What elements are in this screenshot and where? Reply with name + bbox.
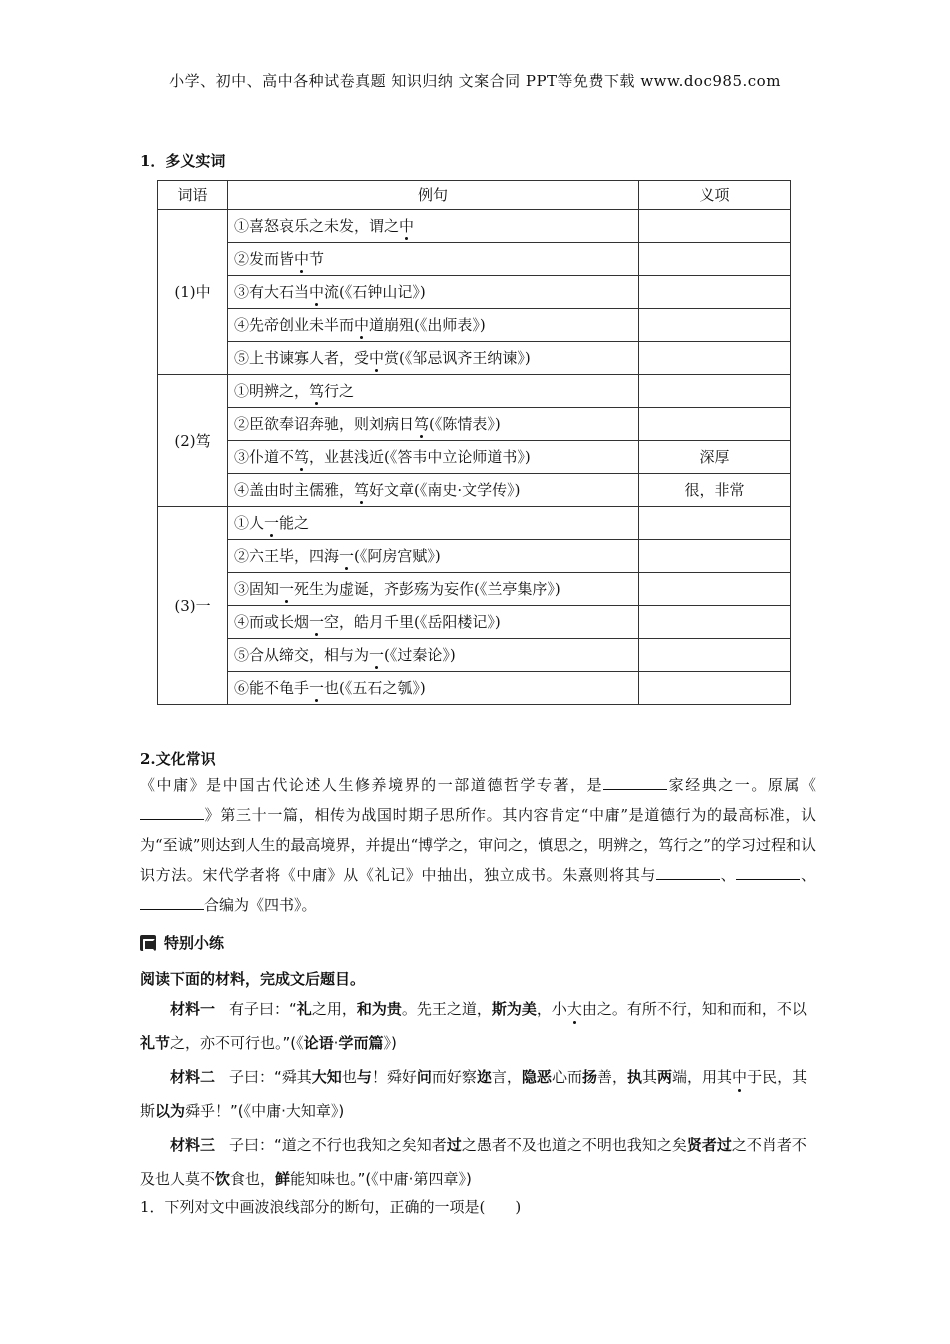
word-cell-yi: (3)一: [158, 507, 228, 705]
example-cell: ③固知一死生为虚诞，齐彭殇为妄作(《兰亭集序》): [228, 573, 639, 606]
table-row: [158, 540, 791, 573]
dotted-char: 笃: [414, 408, 429, 440]
example-cell: ⑤上书谏寡人者，受中赏(《邹忌讽齐王纳谏》): [228, 342, 639, 375]
page-header: 小学、初中、高中各种试卷真题 知识归纳 文案合同 PPT等免费下载 www.doc985.com: [169, 72, 781, 90]
blank-2[interactable]: [140, 801, 204, 820]
blank-5[interactable]: [140, 891, 204, 910]
table-row: [158, 474, 791, 507]
material-1-label: 材料一: [170, 1000, 216, 1018]
culture-paragraph: 《中庸》是中国古代论述人生修养境界的一部道德哲学专著，是 家经典之一。原属《》第三十一篇，相传为战国时期子思所作。其内容肯定“中庸”是道德行为的最高标准，认为“至诚”则达到人生的最高境界，并提出“博学之，审问之，慎思之，明辨之，笃行之”的学习过程和认识方法。宋代学者将《中庸》从《礼记》中抽出，独立成书。朱熹则将其与 、 、合编为《四书》。: [140, 770, 816, 920]
header-meaning: 义项: [639, 181, 791, 210]
table-row: [158, 309, 791, 342]
example-cell: ①明辨之，笃行之: [228, 375, 639, 408]
dotted-char: 中: [309, 276, 324, 308]
dotted-char: 一: [369, 639, 384, 671]
dotted-char: 一: [264, 507, 279, 539]
table-row: [158, 672, 791, 705]
example-cell: ①喜怒哀乐之未发，谓之中: [228, 210, 639, 243]
example-cell: ②六王毕，四海一(《阿房宫赋》): [228, 540, 639, 573]
blank-3[interactable]: [656, 861, 720, 880]
table-row: [158, 375, 791, 408]
meaning-cell[interactable]: [639, 540, 791, 573]
blank-1[interactable]: [603, 771, 667, 790]
table-row: [158, 606, 791, 639]
section-title-culture: 2.文化常识: [140, 750, 216, 768]
meaning-cell[interactable]: [639, 639, 791, 672]
dotted-char: 中: [369, 342, 384, 374]
dotted-char: 中: [732, 1060, 747, 1094]
dotted-char: 一: [279, 573, 294, 605]
example-cell: ③有大石当中流(《石钟山记》): [228, 276, 639, 309]
table-row: [158, 573, 791, 606]
meaning-cell[interactable]: [639, 243, 791, 276]
example-cell: ①人一能之: [228, 507, 639, 540]
dotted-char: 笃: [294, 441, 309, 473]
example-cell: ③仆道不笃，业甚浅近(《答韦中立论师道书》): [228, 441, 639, 474]
table-row: [158, 639, 791, 672]
example-cell: ⑤合从缔交，相与为一(《过秦论》): [228, 639, 639, 672]
table-header-row: [158, 181, 791, 210]
dotted-char: 一: [309, 672, 324, 704]
header-example: 例句: [228, 181, 639, 210]
meaning-cell[interactable]: 深厚: [639, 441, 791, 474]
material-3: 材料三 子曰：“道之不行也我知之矣知者过之愚者不及也道之不明也我知之矣贤者过之不肖者不及也人莫不饮食也，鲜能知味也。”(《中庸·第四章》): [140, 1136, 807, 1188]
meaning-cell[interactable]: [639, 573, 791, 606]
material-2-label: 材料二: [170, 1068, 216, 1086]
table-row: [158, 276, 791, 309]
section-title-vocab: 1．多义实词: [140, 152, 226, 170]
meaning-cell[interactable]: [639, 507, 791, 540]
dotted-char: 一: [339, 540, 354, 572]
meaning-cell[interactable]: [639, 375, 791, 408]
dotted-char: 中: [399, 210, 414, 242]
material-3-label: 材料三: [170, 1136, 216, 1154]
dotted-char: 大: [567, 992, 582, 1026]
table-row: [158, 210, 791, 243]
table-row: [158, 507, 791, 540]
meaning-cell[interactable]: 很，非常: [639, 474, 791, 507]
vocab-table: [157, 180, 791, 705]
table-row: [158, 243, 791, 276]
table-row: [158, 441, 791, 474]
example-cell: ⑥能不龟手一也(《五石之瓠》): [228, 672, 639, 705]
dotted-char: 笃: [309, 375, 324, 407]
dotted-char: 笃: [354, 474, 369, 506]
meaning-cell[interactable]: [639, 342, 791, 375]
example-cell: ④先帝创业未半而中道崩殂(《出师表》): [228, 309, 639, 342]
blank-4[interactable]: [736, 861, 800, 880]
special-practice-heading: [140, 932, 224, 953]
word-cell-du: (2)笃: [158, 375, 228, 507]
special-title: 特别小练: [164, 934, 225, 952]
practice-icon: [140, 935, 156, 951]
example-cell: ②发而皆中节: [228, 243, 639, 276]
instruction: 阅读下面的材料，完成文后题目。: [140, 970, 366, 988]
header-word: 词语: [158, 181, 228, 210]
meaning-cell[interactable]: [639, 309, 791, 342]
table-row: [158, 408, 791, 441]
dotted-char: 中: [294, 243, 309, 275]
example-cell: ②臣欲奉诏奔驰，则刘病日笃(《陈情表》): [228, 408, 639, 441]
word-cell-zhong: (1)中: [158, 210, 228, 375]
dotted-char: 一: [309, 606, 324, 638]
meaning-cell[interactable]: [639, 672, 791, 705]
meaning-cell[interactable]: [639, 210, 791, 243]
meaning-cell[interactable]: [639, 408, 791, 441]
example-cell: ④而或长烟一空，皓月千里(《岳阳楼记》): [228, 606, 639, 639]
dotted-char: 中: [354, 309, 369, 341]
meaning-cell[interactable]: [639, 606, 791, 639]
material-1: 材料一 有子曰：“礼之用，和为贵。先王之道，斯为美，小大由之。有所不行，知和而和，不以礼节之，亦不可行也。”(《论语·学而篇》): [140, 992, 816, 1060]
table-row: [158, 342, 791, 375]
example-cell: ④盖由时主儒雅，笃好文章(《南史·文学传》): [228, 474, 639, 507]
material-2: 材料二 子曰：“舜其大知也与！舜好问而好察迩言，隐恶心而扬善，执其两端，用其中于民，其斯以为舜乎！”(《中庸·大知章》): [140, 1060, 816, 1128]
question-1: 1．下列对文中画波浪线部分的断句，正确的一项是( ): [140, 1198, 522, 1216]
meaning-cell[interactable]: [639, 276, 791, 309]
